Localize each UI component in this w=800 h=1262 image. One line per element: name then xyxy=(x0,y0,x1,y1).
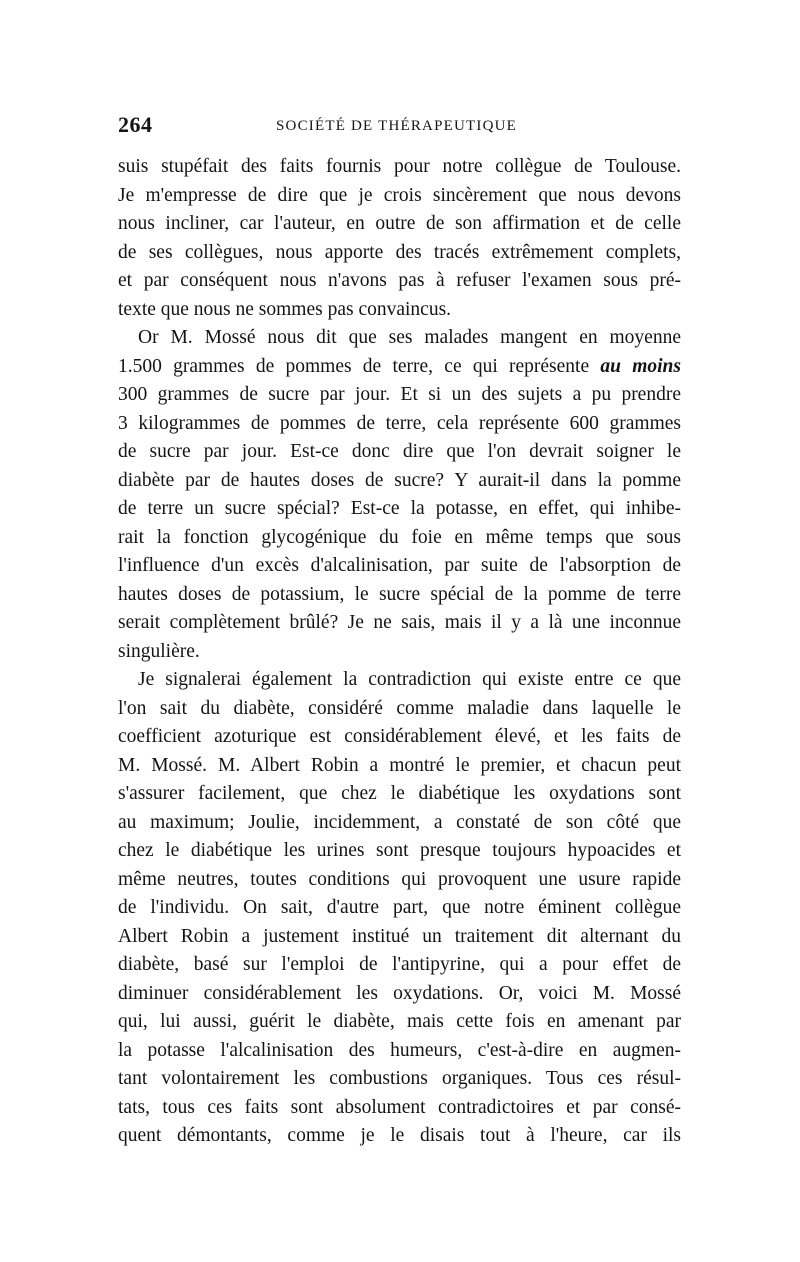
text-line: la potasse l'alcalinisation des humeurs, c'est-à-dire en augmen- xyxy=(118,1039,681,1061)
body-text xyxy=(118,153,681,1151)
text-line: 300 grammes de sucre par jour. Et si un des sujets a pu prendre xyxy=(118,384,681,405)
text-line: l'influence d'un excès d'alcalinisation, par suite de l'absorption de xyxy=(118,555,681,576)
text-line: Or M. Mossé nous dit que ses malades mangent en moyenne xyxy=(138,327,681,348)
text-line: coefficient azoturique est considérablement élevé, et les faits de xyxy=(118,726,681,747)
page-number: 264 xyxy=(118,112,153,137)
text-line: diminuer considérablement les oxydations. Or, voici M. Mossé xyxy=(118,982,681,1004)
text-line: de sucre par jour. Est-ce donc dire que l'on devrait soigner le xyxy=(118,441,681,462)
text-line: l'on sait du diabète, considéré comme maladie dans laquelle le xyxy=(118,697,681,719)
text-line: au maximum; Joulie, incidemment, a constaté de son côté que xyxy=(118,811,681,833)
text-line: singulière. xyxy=(118,640,200,662)
text-line: hautes doses de potassium, le sucre spécial de la pomme de terre xyxy=(118,583,681,605)
text-line: tant volontairement les combustions organiques. Tous ces résul- xyxy=(118,1068,681,1089)
text-line: diabète, basé sur l'emploi de l'antipyrine, qui a pour effet de xyxy=(118,954,681,975)
text-line: même neutres, toutes conditions qui provoquent une usure rapide xyxy=(118,868,681,890)
text-line: de terre un sucre spécial? Est-ce la potasse, en effet, qui inhibe- xyxy=(118,498,681,519)
text-line: Albert Robin a justement institué un traitement dit alternant du xyxy=(118,925,681,947)
text-line: quent démontants, comme je le disais tout à l'heure, car ils xyxy=(118,1125,681,1146)
text-line: M. Mossé. M. Albert Robin a montré le premier, et chacun peut xyxy=(118,754,681,776)
text-line: nous incliner, car l'auteur, en outre de son affirmation et de celle xyxy=(118,213,681,234)
running-title: SOCIÉTÉ DE THÉRAPEUTIQUE xyxy=(276,118,518,134)
text-line: de l'individu. On sait, d'autre part, que notre éminent collègue xyxy=(118,897,681,918)
text-line: texte que nous ne sommes pas convaincus. xyxy=(118,298,452,320)
text-line: et par conséquent nous n'avons pas à refuser l'examen sous pré- xyxy=(118,270,681,291)
text-line: Je m'empresse de dire que je crois sincèrement que nous devons xyxy=(118,184,681,206)
text-segment: 1.500 grammes de pommes de terre, ce qui représente xyxy=(118,355,590,377)
text-line: qui, lui aussi, guérit le diabète, mais cette fois en amenant par xyxy=(118,1011,681,1032)
text-line: Je signalerai également la contradiction qui existe entre ce que xyxy=(138,669,681,690)
running-head xyxy=(118,112,681,140)
text-line: chez le diabétique les urines sont presque toujours hypoacides et xyxy=(118,840,681,861)
text-line: de ses collègues, nous apporte des tracés extrêmement complets, xyxy=(118,241,681,263)
text-line: serait complètement brûlé? Je ne sais, mais il y a là une inconnue xyxy=(118,612,681,633)
text-line-with-emphasis xyxy=(118,353,681,382)
text-line: 3 kilogrammes de pommes de terre, cela représente 600 grammes xyxy=(118,412,681,434)
text-line: tats, tous ces faits sont absolument contradictoires et par consé- xyxy=(118,1096,681,1118)
text-line: suis stupéfait des faits fournis pour notre collègue de Toulouse. xyxy=(118,156,681,177)
text-line: diabète par de hautes doses de sucre? Y aurait-il dans la pomme xyxy=(118,469,681,491)
emphasis-text: au moins xyxy=(600,355,681,377)
text-line: rait la fonction glycogénique du foie en même temps que sous xyxy=(118,526,681,548)
text-line: s'assurer facilement, que chez le diabétique les oxydations sont xyxy=(118,783,681,804)
